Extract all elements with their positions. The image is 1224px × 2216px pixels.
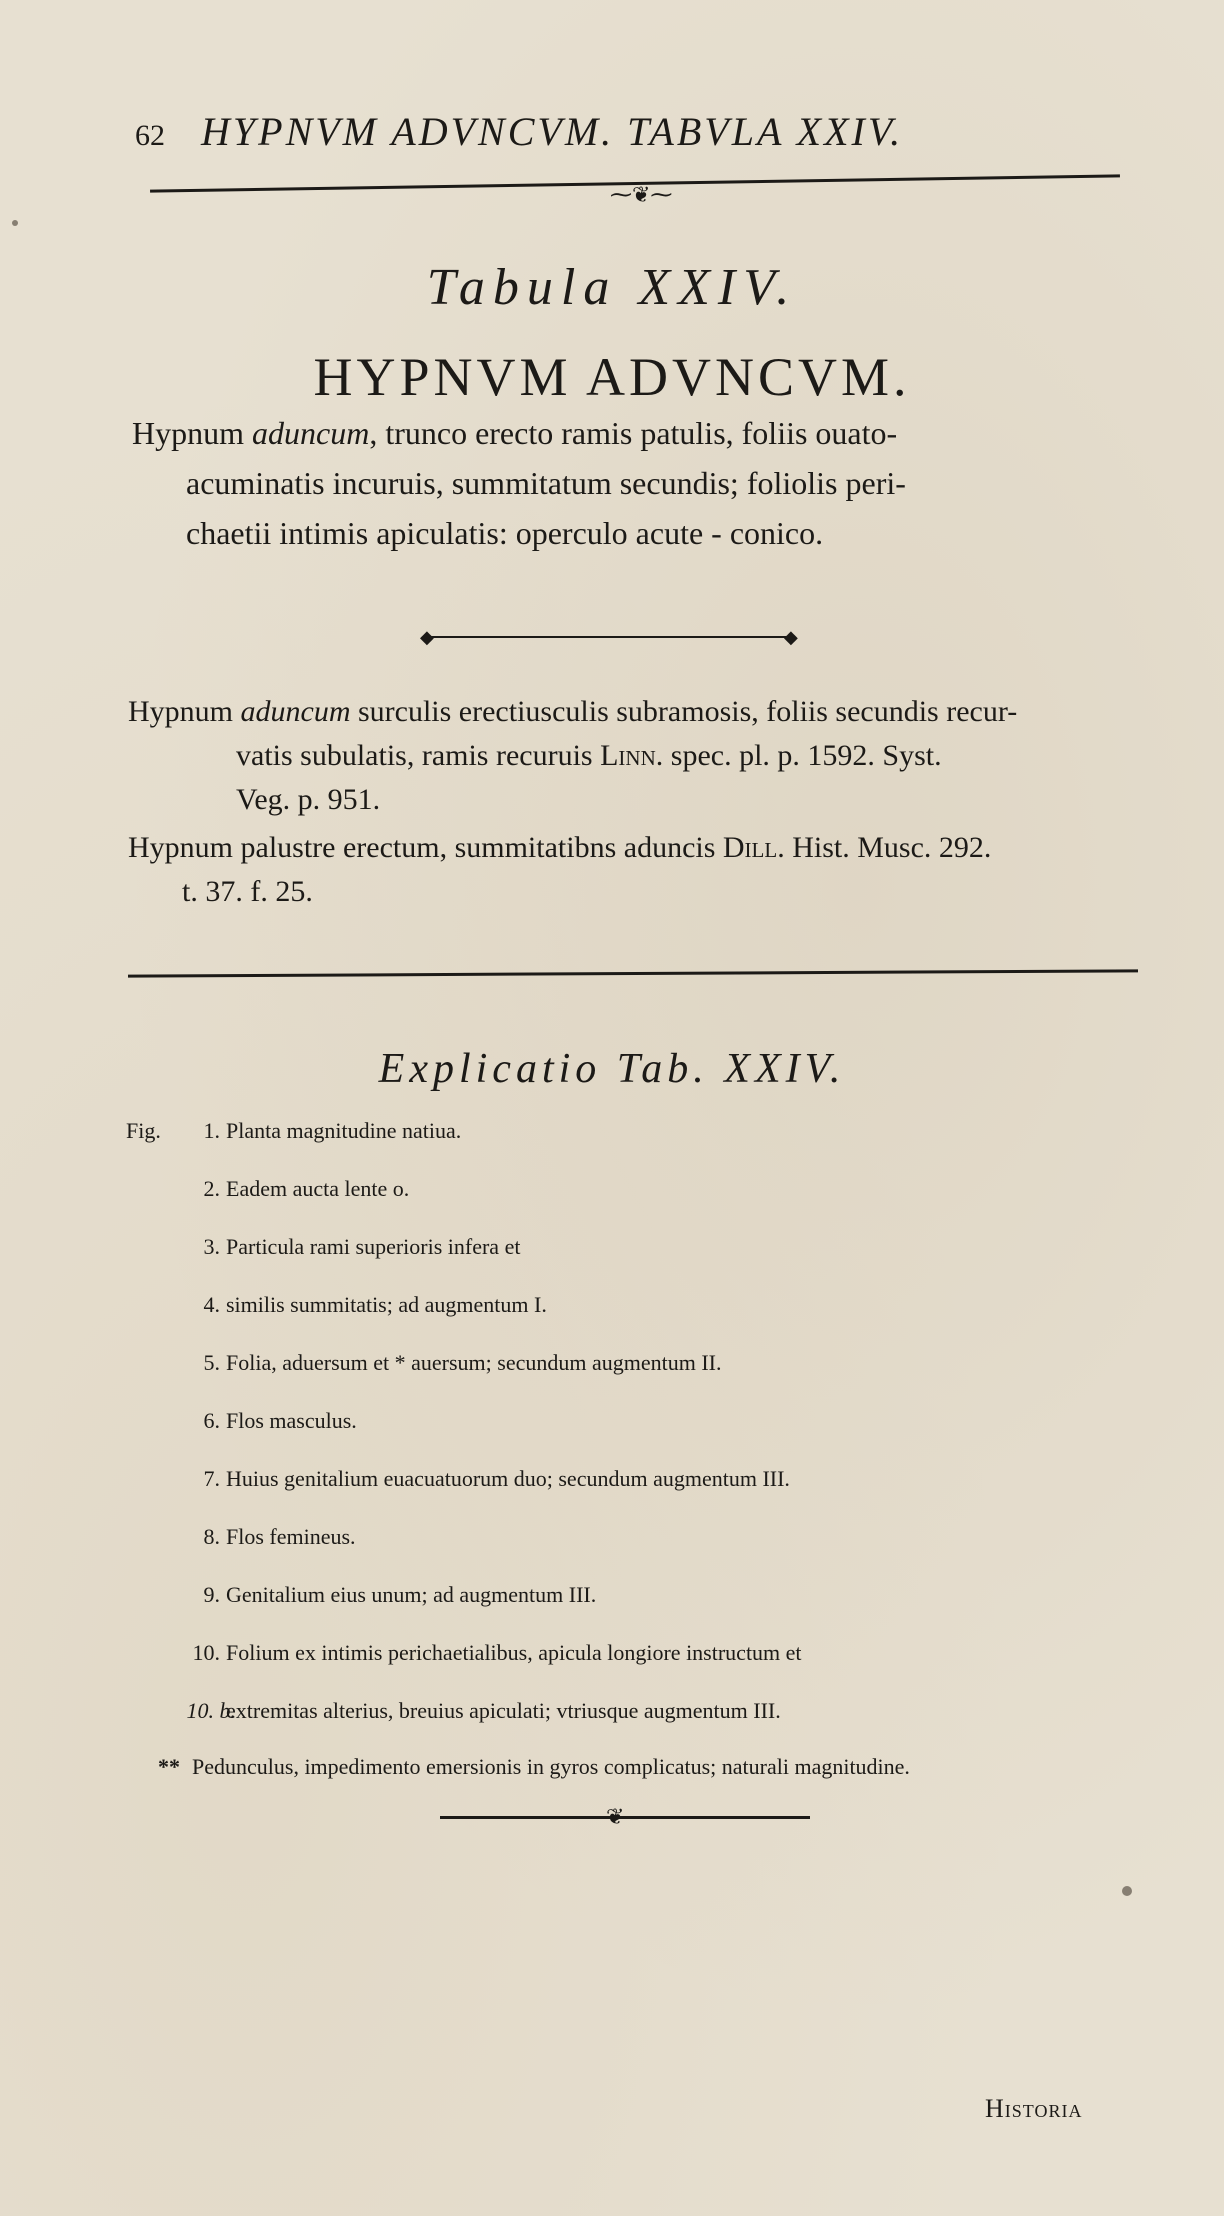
paper-speck — [1122, 1886, 1132, 1896]
list-item — [126, 1174, 1146, 1204]
page-number: 62 — [135, 119, 165, 152]
figure-caption: Pedunculus, impedimento emersionis in gyros complicatus; naturali magnitudine. — [192, 1754, 910, 1779]
list-item — [126, 1406, 1146, 1436]
list-item — [126, 1464, 1146, 1494]
diagnosis-text: Hypnum — [132, 415, 252, 451]
synonym-author: Dill. — [722, 831, 785, 864]
section-rule — [440, 1816, 810, 1819]
figure-caption: Folium ex intimis perichaetialibus, apicula longiore instructum et — [226, 1640, 802, 1665]
figure-number: 8. — [203, 1524, 220, 1549]
diagnosis-text: , trunco erecto ramis patulis, foliis ouato- — [369, 415, 898, 451]
species-diagnosis — [132, 408, 1122, 558]
figure-number: 7. — [203, 1466, 220, 1491]
explanation-heading: Explicatio Tab. XXIV. — [378, 1046, 846, 1092]
synonym-text: spec. pl. p. 1592. Syst. — [663, 739, 942, 772]
figure-number: 4. — [203, 1292, 220, 1317]
synonym-epithet: aduncum — [240, 695, 351, 728]
figure-number: 6. — [203, 1408, 220, 1433]
synonym-text: Hypnum palustre erectum, summitatibns aduncis — [128, 831, 723, 864]
figure-caption: Genitalium eius unum; ad augmentum III. — [226, 1582, 597, 1607]
figure-caption: extremitas alterius, breuius apiculati; vtriusque augmentum III. — [226, 1698, 781, 1723]
running-title: HYPNVM ADVNCVM. TABVLA XXIV. — [201, 109, 904, 154]
synonym-text: Hist. Musc. 292. — [784, 831, 992, 864]
rule-ornament-icon: ◆ — [784, 627, 798, 647]
figure-caption: Eadem aucta lente o. — [226, 1176, 410, 1201]
synonym-text: Hypnum — [128, 695, 241, 728]
rule-ornament-icon: ◆ — [420, 627, 434, 647]
list-item — [126, 1348, 1146, 1378]
section-rule — [128, 969, 1138, 977]
figure-number: 2. — [203, 1176, 220, 1201]
figure-caption: Particula rami superioris infera et — [226, 1234, 521, 1259]
synonym-text: surculis erectiusculis subramosis, foliis secundis recur- — [350, 695, 1018, 728]
synonym-text: t. 37. f. 25. — [182, 875, 313, 908]
species-title: HYPNVM ADVNCVM. — [313, 347, 911, 407]
paper-speck — [12, 220, 18, 226]
list-item — [126, 1522, 1146, 1552]
rule-ornament-icon: ⁓❦⁓ — [610, 182, 673, 207]
list-item — [126, 1752, 1146, 1782]
figure-number: ** — [158, 1754, 180, 1779]
diagnosis-text: chaetii intimis apiculatis: operculo acute - conico. — [186, 515, 824, 551]
figure-prefix: Fig. — [126, 1118, 161, 1143]
figure-number: 3. — [203, 1234, 220, 1259]
figure-number: 9. — [203, 1582, 220, 1607]
figure-caption: similis summitatis; ad augmentum I. — [226, 1292, 547, 1317]
figure-number: 5. — [203, 1350, 220, 1375]
synonym-linnaeus — [128, 690, 1128, 822]
synonym-text: vatis subulatis, ramis recuruis — [236, 739, 601, 772]
figure-caption: Folia, aduersum et * auersum; secundum augmentum II. — [226, 1350, 722, 1375]
catchword: Historia — [985, 2094, 1083, 2123]
rule-ornament-icon: ❦ — [606, 1804, 625, 1829]
figure-number: 1. — [203, 1118, 220, 1143]
figure-number: 10. — [192, 1640, 220, 1665]
synonym-author: Linn. — [600, 739, 664, 772]
diagnosis-epithet: aduncum — [252, 415, 370, 451]
figure-caption: Planta magnitudine natiua. — [226, 1118, 462, 1143]
synonym-text: Veg. p. 951. — [236, 783, 381, 816]
list-item — [126, 1696, 1146, 1726]
figure-caption: Huius genitalium euacuatuorum duo; secundum augmentum III. — [226, 1466, 790, 1491]
figure-number: 10. b. — [186, 1698, 236, 1723]
list-item — [126, 1580, 1146, 1610]
list-item — [126, 1116, 1146, 1146]
list-item — [126, 1290, 1146, 1320]
diagnosis-text: acuminatis incuruis, summitatum secundis; foliolis peri- — [186, 465, 906, 501]
figure-caption: Flos masculus. — [226, 1408, 357, 1433]
figure-caption: Flos femineus. — [226, 1524, 356, 1549]
running-header — [135, 108, 1095, 158]
plate-heading: Tabula XXIV. — [426, 259, 798, 316]
synonym-dillenius — [128, 826, 1128, 914]
list-item — [126, 1638, 1146, 1668]
section-rule — [428, 636, 792, 638]
list-item — [126, 1232, 1146, 1262]
